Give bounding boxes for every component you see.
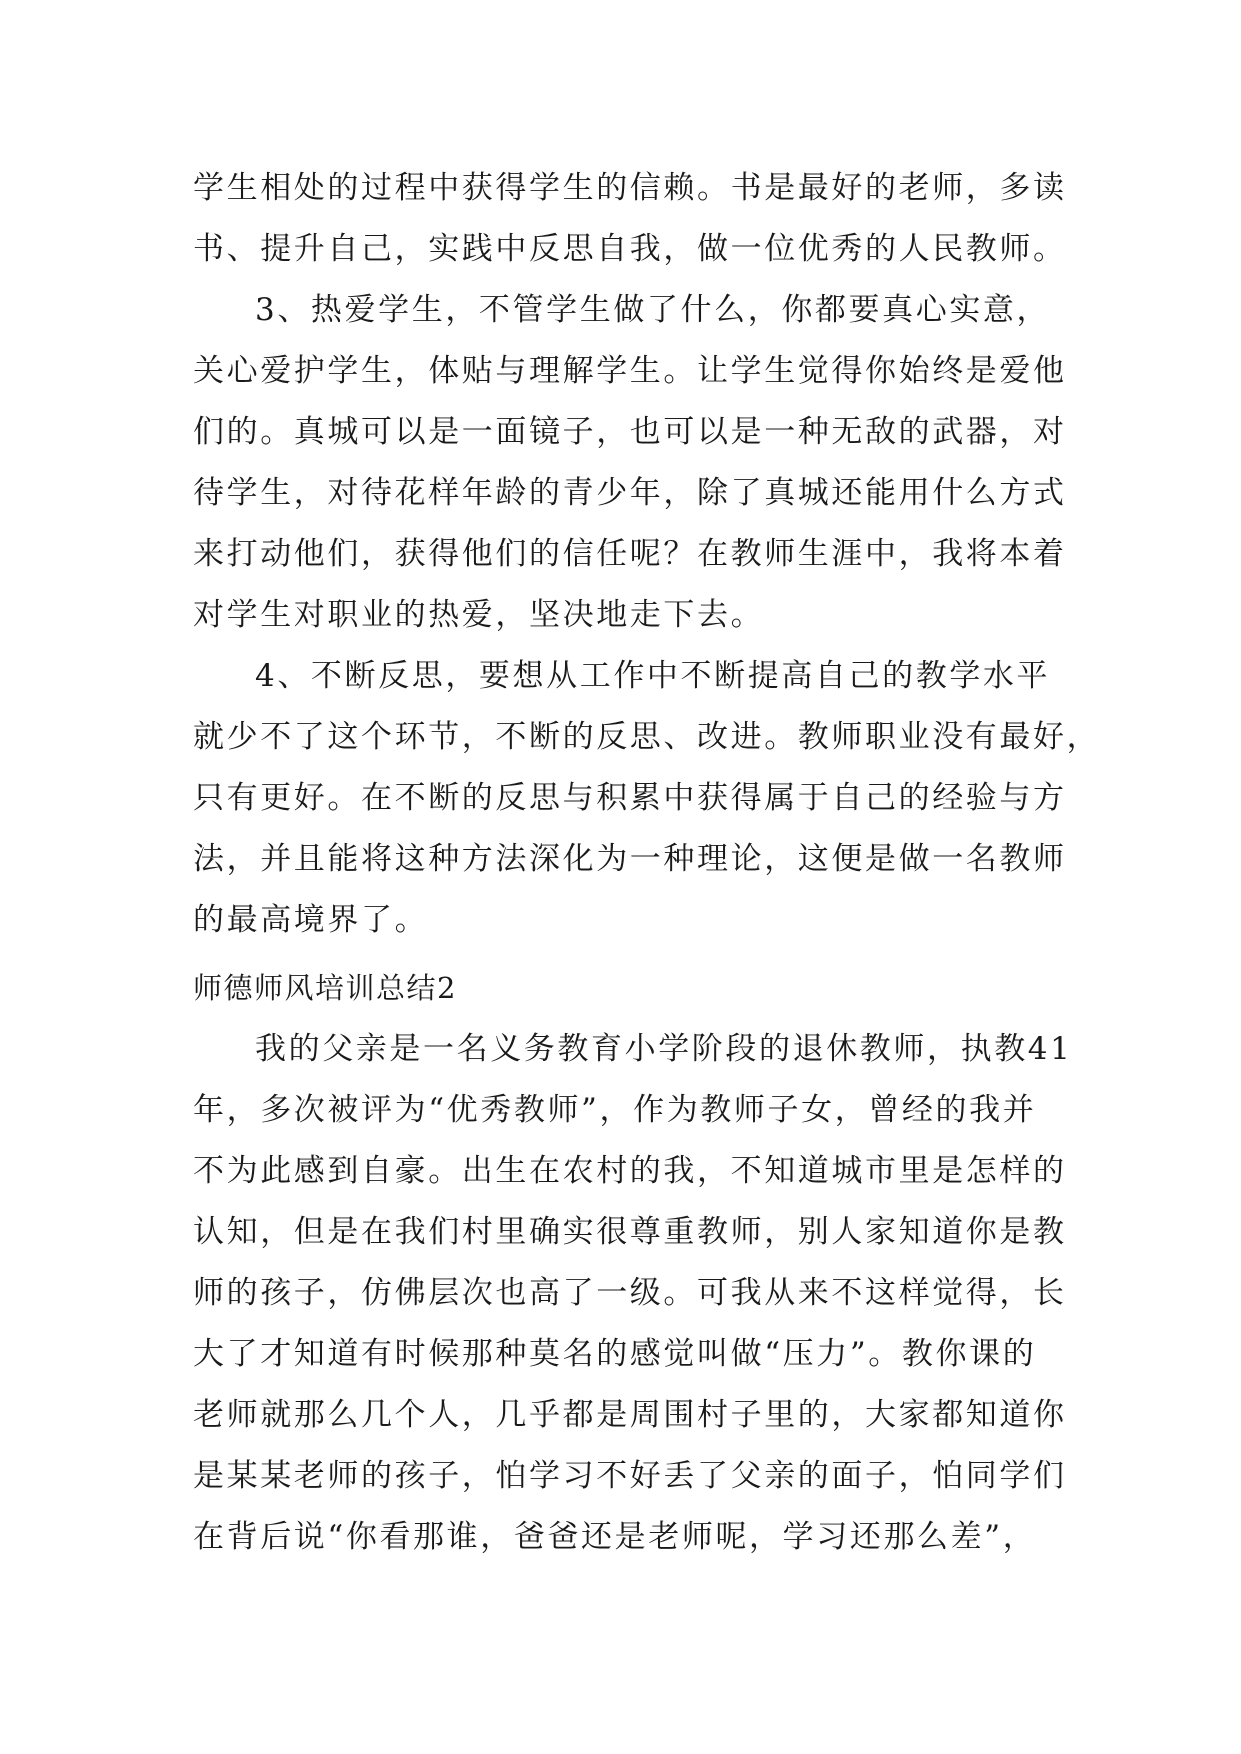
section-2 bbox=[193, 958, 1073, 1568]
paragraph-line: 年，多次被评为“优秀教师”，作为教师子女，曾经的我并 bbox=[193, 1092, 1037, 1128]
paragraph-line: 认知，但是在我们村里确实很尊重教师，别人家知道你是教 bbox=[193, 1214, 1067, 1250]
paragraph-line: 法，并且能将这种方法深化为一种理论，这便是做一名教师 bbox=[193, 841, 1067, 877]
paragraph-line: 不为此感到自豪。出生在农村的我，不知道城市里是怎样的 bbox=[193, 1153, 1067, 1189]
paragraph-line: 书、提升自己，实践中反思自我，做一位优秀的人民教师。 bbox=[193, 231, 1067, 267]
paragraph-line: 就少不了这个环节，不断的反思、改进。教师职业没有最好， bbox=[193, 719, 1101, 755]
paragraph-line: 待学生，对待花样年龄的青少年，除了真城还能用什么方式 bbox=[193, 475, 1067, 511]
paragraph-line: 老师就那么几个人，几乎都是周围村子里的，大家都知道你 bbox=[193, 1397, 1067, 1433]
paragraph-line: 大了才知道有时候那种莫名的感觉叫做“压力”。教你课的 bbox=[193, 1336, 1037, 1372]
paragraph-line: 来打动他们，获得他们的信任呢？在教师生涯中，我将本着 bbox=[193, 536, 1067, 572]
paragraph-line: 们的。真城可以是一面镜子，也可以是一种无敌的武器，对 bbox=[193, 414, 1067, 450]
paragraph-line: 学生相处的过程中获得学生的信赖。书是最好的老师，多读 bbox=[193, 170, 1067, 206]
paragraph-line: 的最高境界了。 bbox=[193, 902, 429, 938]
paragraph-line: 是某某老师的孩子，怕学习不好丢了父亲的面子，怕同学们 bbox=[193, 1458, 1067, 1494]
paragraph-line: 4、不断反思，要想从工作中不断提高自己的教学水平 bbox=[255, 658, 1051, 694]
paragraph-line: 在背后说“你看那谁，爸爸还是老师呢，学习还那么差”， bbox=[193, 1519, 1037, 1555]
paragraph-line: 3、热爱学生，不管学生做了什么，你都要真心实意， bbox=[255, 292, 1051, 328]
paragraph-line: 对学生对职业的热爱，坚决地走下去。 bbox=[193, 597, 765, 633]
paragraph-line: 我的父亲是一名义务教育小学阶段的退休教师，执教41 bbox=[255, 1031, 1073, 1067]
section-1-body bbox=[193, 158, 1101, 951]
paragraph-line: 只有更好。在不断的反思与积累中获得属于自己的经验与方 bbox=[193, 780, 1067, 816]
section-heading: 师德师风培训总结2 bbox=[193, 971, 457, 1005]
paragraph-line: 关心爱护学生，体贴与理解学生。让学生觉得你始终是爱他 bbox=[193, 353, 1067, 389]
paragraph-line: 师的孩子，仿佛层次也高了一级。可我从来不这样觉得，长 bbox=[193, 1275, 1067, 1311]
